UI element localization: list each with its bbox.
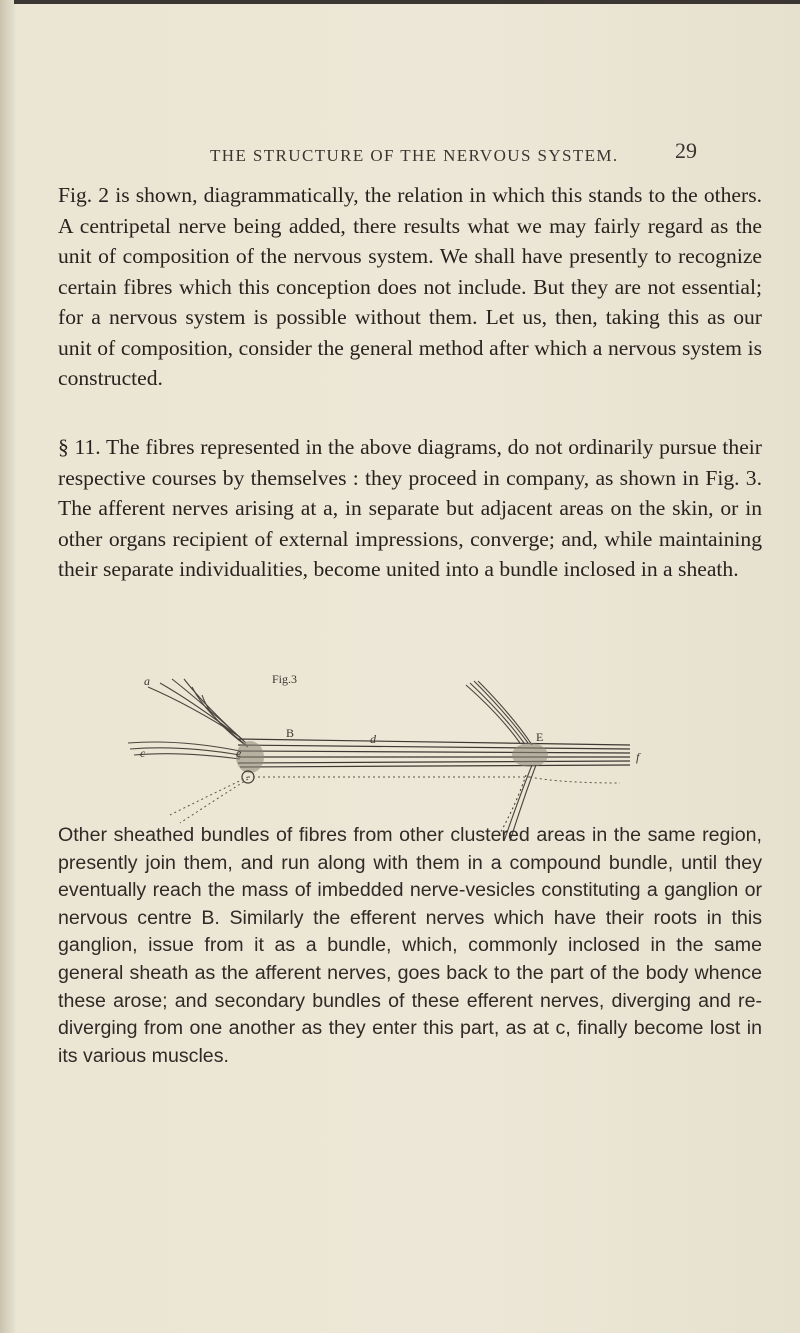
nerve-bundle-diagram	[100, 665, 740, 845]
label-f: f	[636, 750, 640, 764]
efferent-dotted-paths	[170, 777, 620, 823]
running-title: THE STRUCTURE OF THE NERVOUS SYSTEM.	[210, 146, 619, 165]
right-fibres	[466, 681, 532, 745]
figure-3-diagram	[100, 665, 740, 845]
running-head	[0, 138, 800, 172]
label-e: e	[236, 746, 242, 760]
top-border	[0, 0, 800, 4]
ganglion-e	[512, 743, 548, 767]
page-gutter-shadow	[0, 0, 14, 1333]
paragraph-section-11	[58, 432, 762, 585]
paragraph-text: Other sheathed bundles of fibres from other clustered areas in the same region, presently join them, and run along with them in a compound bundle, until they eventually reach the mass of imbedded nerve-vesicles constituting a ganglion or nervous centre B. Similarly the efferent nerves which have their roots in this ganglion, issue from it as a bundle, which, commonly inclosed in the same general sheath as the afferent nerves, goes back to the part of the body whence these arose; and secondary bundles of these efferent nerves, diverging and re-diverging from one another as they enter this part, as at c, finally become lost in its various muscles.	[58, 824, 762, 1067]
figure-caption: Fig.3	[272, 672, 298, 686]
paragraph-text: § 11. The fibres represented in the above diagrams, do not ordinarily pursue their respective courses by themselves : they proceed in company, as shown in Fig. 3. The afferent nerves arising at a, in separate but adjacent areas on the skin, or in other organs recipient of external impressions, converge; and, while maintaining their separate individualities, become united into a bundle inclosed in a sheath.	[58, 435, 762, 581]
label-e-upper: E	[536, 730, 544, 744]
label-d: d	[370, 732, 376, 746]
paragraph-text: Fig. 2 is shown, diagrammatically, the relation in which this stands to the others. A centripetal nerve being added, there results what we may fairly regard as the unit of composition of the nervous system. We shall have presently to recognize certain fibres which this conception does not include. But they are not essential; for a nervous system is possible without them. Let us, then, taking this as our unit of composition, consider the general method after which a nervous system is constructed.	[58, 183, 762, 390]
paragraph-bundles	[58, 822, 762, 1070]
label-b: B	[286, 726, 295, 740]
compound-bundle	[238, 739, 630, 767]
page-number: 29	[675, 138, 697, 163]
label-a: a	[144, 674, 150, 688]
paragraph-fig2-description	[58, 180, 762, 394]
afferent-fibres	[128, 679, 248, 759]
label-c: c	[140, 746, 146, 760]
